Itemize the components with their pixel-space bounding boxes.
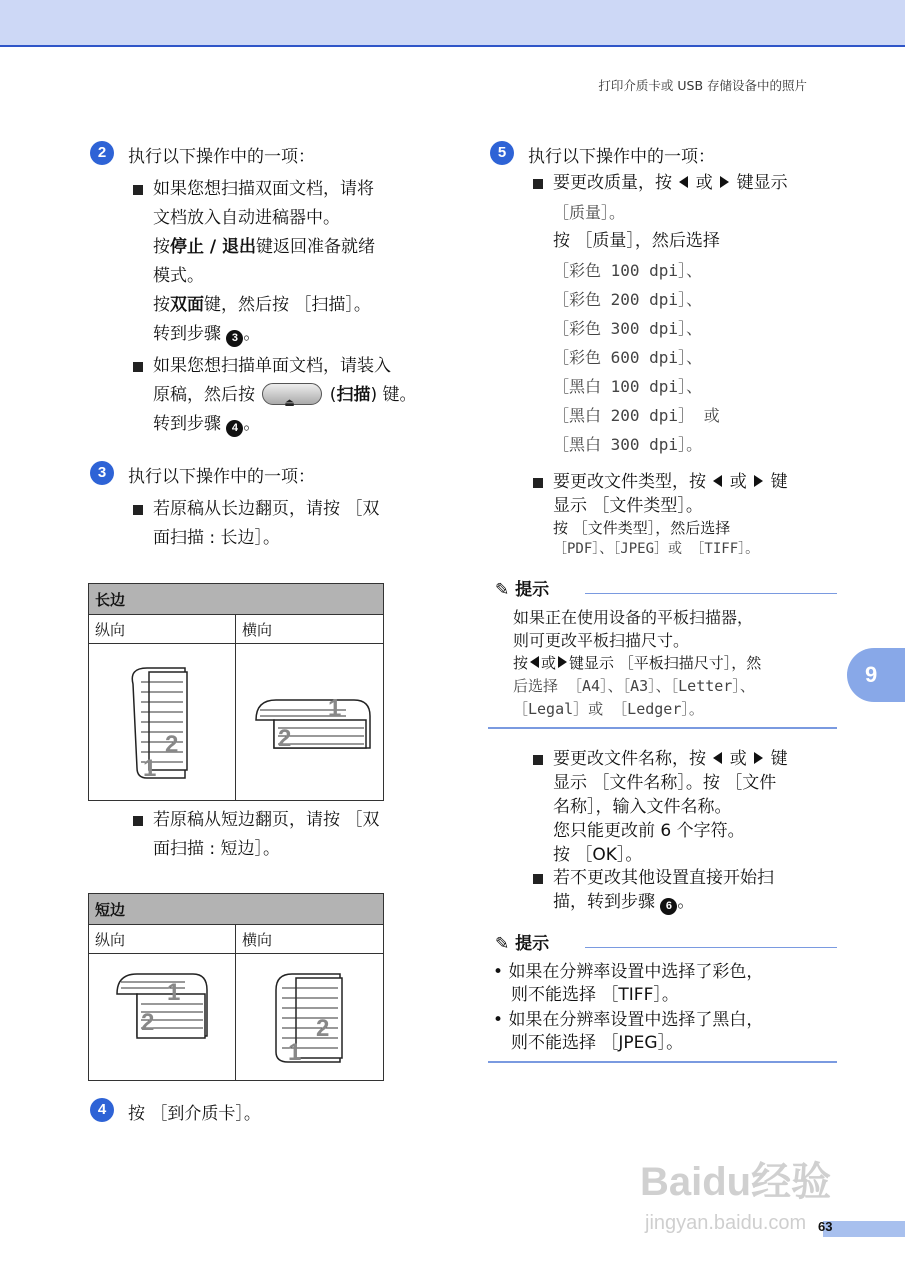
scan-key: 扫描	[336, 385, 371, 405]
note-1-rule	[585, 593, 837, 594]
watermark-logo: Baidu经验	[640, 1160, 832, 1204]
right-arrow-icon	[754, 752, 763, 764]
step-3-number: 3	[90, 461, 114, 485]
svg-text:1: 1	[288, 1039, 302, 1066]
bullet-square	[533, 874, 543, 884]
chapter-tab: 9	[847, 648, 905, 702]
step-ref-6: 6	[660, 898, 677, 915]
page-number-bar	[823, 1221, 905, 1237]
svg-text:1: 1	[167, 979, 181, 1006]
bullet-square	[533, 478, 543, 488]
svg-text:2: 2	[141, 1009, 155, 1036]
portrait-header: 纵向	[89, 615, 236, 644]
note-2-rule	[585, 947, 837, 948]
note-1-title: ✎ 提示	[495, 580, 550, 600]
step-2-bullet-duplex: 如果您想扫描双面文档，请将 文档放入自动进稿器中。 按停止 / 退出键返回准备就绪 模式。 按双面键，然后按 ［扫描］。 转到步骤 3 。	[133, 175, 453, 349]
note-2-title: ✎ 提示	[495, 934, 550, 954]
step-4-text: 按 ［到介质卡］。	[128, 1104, 261, 1124]
step-ref-3: 3	[226, 330, 243, 347]
step-5-bullet-filetype: 要更改文件类型，按 或 键 显示 ［文件类型］。 按 ［文件类型］，然后选择 ［PDF］、［JPEG］或 ［TIFF］。	[533, 470, 853, 560]
step-3-heading: 执行以下操作中的一项：	[128, 467, 315, 487]
svg-text:2: 2	[316, 1015, 330, 1042]
scan-button-icon: ⏏	[262, 383, 322, 405]
landscape-header: 横向	[236, 615, 384, 644]
svg-text:1: 1	[328, 695, 342, 722]
portrait-header: 纵向	[89, 925, 236, 954]
short-edge-table	[88, 893, 384, 1081]
step-ref-4: 4	[226, 420, 243, 437]
long-edge-table	[88, 583, 384, 801]
note-2-item: • 如果在分辨率设置中选择了黑白， 则不能选择 ［JPEG］。	[493, 1010, 764, 1053]
bullet-square	[133, 816, 143, 826]
short-edge-portrait-illustration	[89, 954, 236, 1081]
step-5-bullet-filename: 要更改文件名称，按 或 键 显示 ［文件名称］。按 ［文件 名称］，输入文件名称。 您只能更改前 6 个字符。 按 ［OK］。	[533, 747, 853, 867]
pencil-note-icon: ✎	[495, 934, 510, 954]
note-2-body	[493, 961, 843, 1055]
step-2-bullet-single: 如果您想扫描单面文档，请装入 原稿，然后按 ⏏ (扫描) 键。 转到步骤 4 。	[133, 352, 453, 439]
right-arrow-icon	[558, 656, 567, 668]
pencil-note-icon: ✎	[495, 580, 510, 600]
step-2-heading: 执行以下操作中的一项：	[128, 147, 315, 167]
bullet-square	[533, 755, 543, 765]
stop-exit-key: 停止 / 退出	[170, 237, 257, 257]
note-1-body: 如果正在使用设备的平板扫描器， 则可更改平板扫描尺寸。 按 或 键显示 ［平板扫描尺寸］，然 后选择 ［A4］、［A3］、［Letter］、 ［Legal］或 ［Ledger］。	[513, 608, 762, 718]
step-5-number: 5	[490, 141, 514, 165]
top-banner	[0, 0, 905, 47]
right-arrow-icon	[720, 176, 729, 188]
left-arrow-icon	[530, 656, 539, 668]
bullet-square	[533, 179, 543, 189]
long-edge-landscape-illustration	[236, 644, 384, 801]
left-arrow-icon	[713, 752, 722, 764]
right-arrow-icon	[754, 475, 763, 487]
svg-text:2: 2	[278, 725, 292, 752]
short-edge-landscape-illustration	[236, 954, 384, 1081]
step-3-bullet-long-edge: 若原稿从长边翻页，请按 ［双 面扫描 : 长边］。	[133, 495, 453, 553]
step-3-bullet-short-edge: 若原稿从短边翻页，请按 ［双 面扫描 : 短边］。	[133, 806, 453, 864]
note-2-bottom-rule	[488, 1061, 837, 1063]
step-5-heading: 执行以下操作中的一项：	[528, 147, 715, 167]
note-2-item: • 如果在分辨率设置中选择了彩色， 则不能选择 ［TIFF］。	[493, 962, 764, 1005]
page-number: 63	[818, 1219, 833, 1234]
bullet-square	[133, 185, 143, 195]
left-arrow-icon	[679, 176, 688, 188]
step-4-number: 4	[90, 1098, 114, 1122]
short-edge-table-title: 短边	[89, 894, 384, 925]
watermark-url: jingyan.baidu.com	[645, 1212, 807, 1234]
page-header-title: 打印介质卡或 USB 存储设备中的照片	[598, 78, 807, 93]
step-2-number: 2	[90, 141, 114, 165]
landscape-header: 横向	[236, 925, 384, 954]
svg-text:1: 1	[143, 755, 157, 782]
note-1-bottom-rule	[488, 727, 837, 729]
long-edge-table-title: 长边	[89, 584, 384, 615]
bullet-square	[133, 362, 143, 372]
bullet-square	[133, 505, 143, 515]
left-arrow-icon	[713, 475, 722, 487]
step-5-bullet-quality: 要更改质量，按 或 键显示 ［质量］。 按 ［质量］，然后选择 ［彩色 100 dpi］、 ［彩色 200 dpi］、 ［彩色 300 dpi］、 ［彩色 600 dpi］、 ［黑白 100 dpi］、 ［黑白 200 dpi］ 或 ［黑白 300 dpi］。	[533, 169, 853, 459]
duplex-key: 双面	[170, 295, 204, 315]
step-5-bullet-start-scan: 若不更改其他设置直接开始扫 描，转到步骤 6 。	[533, 866, 853, 915]
long-edge-portrait-illustration	[89, 644, 236, 801]
svg-text:2: 2	[165, 731, 179, 758]
